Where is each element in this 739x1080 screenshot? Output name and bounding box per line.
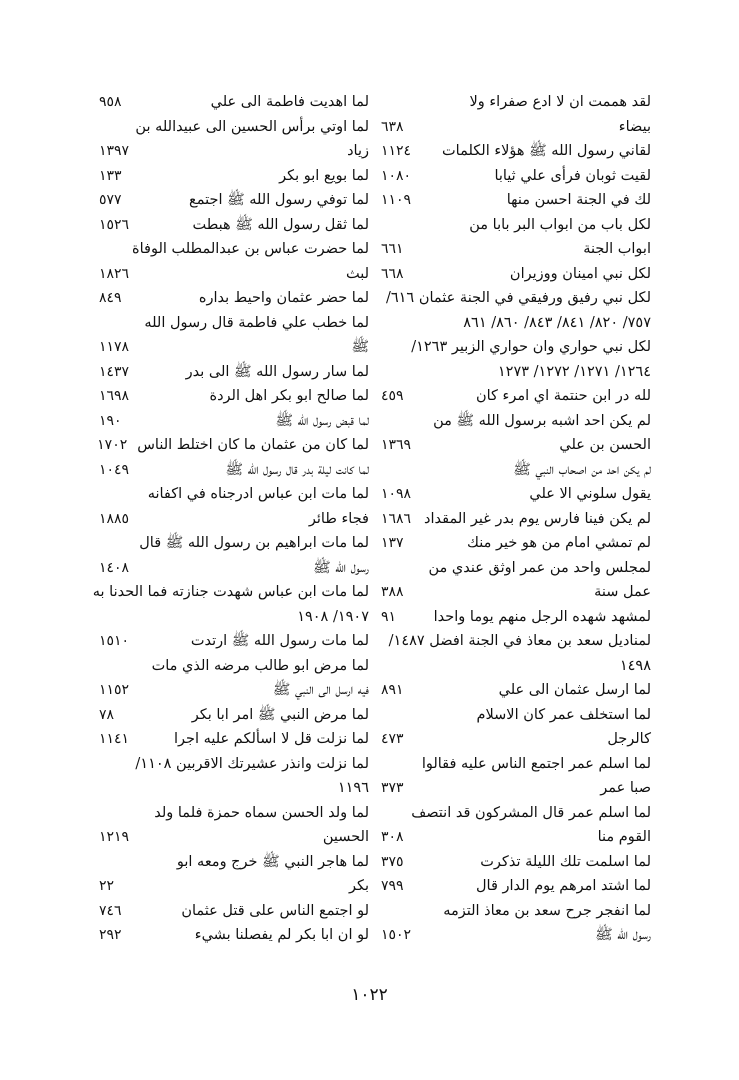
index-entry xyxy=(99,850,369,875)
entry-page-ref: ٢٢ xyxy=(99,878,115,894)
entry-text: لما نزلت قل لا اسألكم عليه اجرا xyxy=(173,731,369,747)
index-entry xyxy=(381,90,651,115)
entry-text: لما هاجر النبي ﷺ خرج ومعه ابو xyxy=(176,853,369,870)
entry-text: لما اهديت فاطمة الى علي xyxy=(210,94,369,110)
index-entry xyxy=(381,360,651,385)
entry-text: لله در ابن حنتمة اي امرء كان xyxy=(475,388,651,404)
entry-text: ١٤٩٨ xyxy=(619,657,651,674)
entry-text: لما مات ابن عباس شهدت جنازته فما الحدنا به xyxy=(92,584,369,600)
entry-text: لقيت ثوبان فرأى علي ثيابا xyxy=(494,167,651,184)
index-entry xyxy=(99,825,369,850)
entry-page-ref: ١٩٠ xyxy=(99,412,122,429)
index-entry xyxy=(381,850,651,875)
entry-page-ref: ٦٦٨ xyxy=(381,265,404,282)
entry-text: لما اسلم عمر اجتمع الناس عليه فقالوا xyxy=(421,755,651,772)
entry-text: لمشهد شهده الرجل منهم يوما واحدا xyxy=(433,608,651,625)
index-entry xyxy=(381,262,651,287)
entry-page-ref: ٢٩٢ xyxy=(99,927,122,943)
index-entry xyxy=(99,360,369,385)
entry-page-ref: ٧٤٦ xyxy=(99,902,122,919)
entry-text: لما استخلف عمر كان الاسلام xyxy=(476,706,651,723)
entry-text: لما مرض النبي ﷺ امر ابا بكر xyxy=(191,706,369,723)
index-entry xyxy=(99,703,369,728)
entry-page-ref: ١٣٧ xyxy=(381,535,404,551)
entry-page-ref: ١٧٠٢ xyxy=(97,437,128,453)
index-entry xyxy=(99,678,369,703)
index-entry xyxy=(99,213,369,238)
index-entry xyxy=(99,605,369,630)
index-entry xyxy=(99,433,369,458)
entry-text: لم يكن احد من اصحاب النبي ﷺ xyxy=(513,461,651,478)
page-number: ١٠٢٢ xyxy=(351,985,388,1005)
index-entry xyxy=(92,580,369,605)
index-entry xyxy=(99,286,369,311)
entry-page-ref: ١٨٢٦ xyxy=(99,265,130,282)
entry-text: ١٩٠٧/ ١٩٠٨ xyxy=(297,608,369,625)
entry-page-ref: ١٤٠٨ xyxy=(99,559,130,576)
entry-text: لما كان من عثمان ما كان اختلط الناس xyxy=(137,437,369,453)
entry-text: صبا عمر xyxy=(600,780,651,796)
entry-page-ref: ١١٤١ xyxy=(99,731,130,747)
index-column-right xyxy=(381,90,651,948)
index-entry xyxy=(99,556,369,581)
entry-text: لم يكن فينا فارس يوم بدر غير المقداد xyxy=(424,510,651,527)
index-entry xyxy=(99,801,369,826)
index-entry xyxy=(381,629,651,654)
entry-page-ref: ١١٢٤ xyxy=(381,143,412,159)
entry-text: الحسين xyxy=(322,829,369,845)
entry-text: لما اشتد امرهم يوم الدار قال xyxy=(476,878,651,894)
entry-text: لم تمشي امام من هو خير منك xyxy=(467,535,651,551)
entry-text: لما اسلمت تلك الليلة تذكرت xyxy=(480,853,651,870)
index-entry xyxy=(381,874,651,899)
entry-text: لما كانت ليلة بدر قال رسول الله ﷺ xyxy=(225,461,369,478)
index-entry xyxy=(99,654,369,679)
entry-page-ref: ٨٩١ xyxy=(381,682,404,698)
entry-page-ref: ٧٩٩ xyxy=(381,878,404,894)
entry-text: ﷺ xyxy=(351,339,369,355)
entry-page-ref: ١٣٦٩ xyxy=(381,437,412,453)
index-entry xyxy=(381,409,651,434)
entry-text: الحسن بن علي xyxy=(559,437,651,453)
entry-page-ref: ١٥١٠ xyxy=(99,633,130,649)
entry-page-ref: ١٥٢٦ xyxy=(99,216,130,233)
entry-text: لما بويع ابو بكر xyxy=(279,167,369,184)
entry-text: لكل نبي حواري وان حواري الزبير ١٢٦٣/ xyxy=(411,339,651,355)
entry-text: لما مات رسول الله ﷺ ارتدت xyxy=(190,633,369,649)
entry-page-ref: ١٦٨٦ xyxy=(381,510,412,527)
index-entry xyxy=(381,188,651,213)
entry-page-ref: ١٦٩٨ xyxy=(99,388,130,404)
index-entry xyxy=(381,752,651,777)
entry-page-ref: ١٣٣ xyxy=(99,167,122,184)
entry-text: لكل نبي رفيق ورفيقي في الجنة عثمان ٦١٦/ xyxy=(385,290,651,306)
index-entry xyxy=(381,531,651,556)
index-entry xyxy=(381,507,651,532)
entry-page-ref: ٣٧٥ xyxy=(381,853,404,870)
entry-text: لكل باب من ابواب البر بابا من xyxy=(469,216,651,233)
index-entry xyxy=(99,115,369,140)
index-entry xyxy=(381,899,651,924)
entry-text: ٧٥٧/ ٨٢٠/ ٨٤١/ ٨٤٣/ ٨٦٠/ ٨٦١ xyxy=(463,314,651,331)
index-entry xyxy=(99,237,369,262)
entry-text: لما نزلت وانذر عشيرتك الاقربين ١١٠٨/ xyxy=(135,755,369,772)
index-entry xyxy=(381,433,651,458)
entry-page-ref: ١٥٠٢ xyxy=(381,927,412,943)
index-entry xyxy=(381,605,651,630)
index-entry xyxy=(99,874,369,899)
entry-text: لقد هممت ان لا ادع صفراء ولا xyxy=(469,94,651,110)
entry-text: لو اجتمع الناس على قتل عثمان xyxy=(181,902,369,919)
index-entry xyxy=(381,311,651,336)
entry-text: لما توفي رسول الله ﷺ اجتمع xyxy=(189,192,369,208)
entry-text: لما حضرت عباس بن عبدالمطلب الوفاة xyxy=(132,241,369,257)
index-entry xyxy=(381,703,651,728)
index-entry xyxy=(381,213,651,238)
index-entry xyxy=(99,164,369,189)
entry-text: لما اوتي برأس الحسين الى عبيدالله بن xyxy=(135,118,369,135)
entry-text: لما ولد الحسن سماه حمزة فلما ولد xyxy=(154,804,369,821)
entry-page-ref: ١٤٣٧ xyxy=(99,363,130,380)
entry-page-ref: ٦٦١ xyxy=(381,241,404,257)
index-entry xyxy=(381,654,651,679)
index-entry xyxy=(99,311,369,336)
entry-text: لو ان ابا بكر لم يفصلنا بشيء xyxy=(194,927,369,943)
index-entry xyxy=(99,90,369,115)
entry-page-ref: ١٢١٩ xyxy=(99,829,130,845)
index-entry xyxy=(99,335,369,360)
entry-text: لما سار رسول الله ﷺ الى بدر xyxy=(185,363,369,380)
entry-text: بكر xyxy=(348,878,369,894)
entry-page-ref: ١٣٩٧ xyxy=(99,143,130,159)
index-entry xyxy=(99,384,369,409)
entry-page-ref: ١٨٨٥ xyxy=(99,510,130,527)
entry-text: ابواب الجنة xyxy=(583,241,651,257)
entry-text: زياد xyxy=(347,143,369,159)
entry-text: عمل سنة xyxy=(594,584,651,600)
entry-text: لما ثقل رسول الله ﷺ هبطت xyxy=(192,216,369,233)
entry-page-ref: ٣٨٨ xyxy=(381,584,404,600)
entry-page-ref: ١١٧٨ xyxy=(99,339,130,355)
entry-text: القوم منا xyxy=(597,829,651,845)
entry-text: لما اسلم عمر قال المشركون قد انتصف xyxy=(411,804,651,821)
entry-text: ١٢٦٤/ ١٢٧١/ ١٢٧٢/ ١٢٧٣ xyxy=(497,363,651,380)
index-entry xyxy=(381,556,651,581)
entry-text: لمناديل سعد بن معاذ في الجنة افضل ١٤٨٧/ xyxy=(388,633,651,649)
entry-text: فيه ارسل الى النبي ﷺ xyxy=(272,682,369,698)
index-entry xyxy=(99,899,369,924)
entry-text: لما انفجر جرح سعد بن معاذ التزمه xyxy=(443,902,651,919)
entry-page-ref: ٣٧٣ xyxy=(381,780,404,796)
index-entry xyxy=(99,188,369,213)
index-entry xyxy=(381,678,651,703)
index-entry xyxy=(381,923,651,948)
index-entry xyxy=(99,139,369,164)
entry-page-ref: ٤٧٣ xyxy=(381,731,404,747)
entry-page-ref: ١٠٤٩ xyxy=(99,461,130,478)
entry-text: لما قبض رسول الله ﷺ xyxy=(275,412,369,429)
entry-page-ref: ٩٥٨ xyxy=(99,94,122,110)
entry-text: لما حضر عثمان واحيط بداره xyxy=(198,290,369,306)
entry-page-ref: ٩١ xyxy=(381,608,397,625)
entry-text: فجاء طائر xyxy=(308,510,369,527)
index-entry xyxy=(381,825,651,850)
entry-text: رسول الله ﷺ xyxy=(313,559,369,576)
entry-text: لما مات ابن عباس ادرجناه في اكفانه xyxy=(147,486,369,502)
entry-text: رسول الله ﷺ xyxy=(595,927,651,943)
entry-page-ref: ١٠٩٨ xyxy=(381,486,412,502)
index-entry xyxy=(99,629,369,654)
entry-text: لما صالح ابو بكر اهل الردة xyxy=(209,388,369,404)
index-entry xyxy=(99,262,369,287)
entry-text: لما مات ابراهيم بن رسول الله ﷺ قال xyxy=(139,535,369,551)
entry-text: يقول سلوني الا علي xyxy=(529,486,651,502)
index-entry xyxy=(381,139,651,164)
index-entry xyxy=(99,409,369,434)
index-entry xyxy=(381,384,651,409)
entry-text: لبث xyxy=(345,265,369,282)
index-entry xyxy=(381,115,651,140)
index-entry xyxy=(99,727,369,752)
index-entry xyxy=(381,458,651,483)
index-entry xyxy=(99,752,369,777)
index-entry xyxy=(381,335,651,360)
entry-page-ref: ١٠٨٠ xyxy=(381,167,412,184)
index-entry xyxy=(381,776,651,801)
entry-page-ref: ٧٨ xyxy=(99,706,115,723)
index-entry xyxy=(99,923,369,948)
entry-text: لما مرض ابو طالب مرضه الذي مات xyxy=(151,657,369,674)
entry-text: كالرجل xyxy=(607,731,651,747)
entry-page-ref: ٣٠٨ xyxy=(381,829,404,845)
entry-text: لم يكن احد اشبه برسول الله ﷺ من xyxy=(433,412,651,429)
index-entry xyxy=(381,727,651,752)
entry-page-ref: ٨٤٩ xyxy=(99,290,122,306)
entry-text: لكل نبي امينان ووزيران xyxy=(509,265,651,282)
index-entry xyxy=(381,482,651,507)
index-entry xyxy=(99,458,369,483)
entry-text: لما ارسل عثمان الى علي xyxy=(498,682,651,698)
entry-text: لك في الجنة احسن منها xyxy=(506,192,651,208)
entry-text: لمجلس واحد من عمر اوثق عندي من xyxy=(428,559,651,576)
index-entry xyxy=(381,286,651,311)
entry-page-ref: ٤٥٩ xyxy=(381,388,404,404)
entry-page-ref: ٥٧٧ xyxy=(99,192,122,208)
index-entry xyxy=(381,801,651,826)
entry-text: لقاني رسول الله ﷺ هؤلاء الكلمات xyxy=(442,143,651,159)
entry-text: لما خطب علي فاطمة قال رسول الله xyxy=(144,314,369,331)
entry-text: بيضاء xyxy=(618,118,651,135)
index-entry xyxy=(381,237,651,262)
index-entry xyxy=(99,507,369,532)
index-entry xyxy=(99,776,369,801)
index-entry xyxy=(99,531,369,556)
index-column-left xyxy=(92,90,369,948)
entry-page-ref: ٦٣٨ xyxy=(381,118,404,135)
index-entry xyxy=(99,482,369,507)
index-entry xyxy=(381,580,651,605)
entry-page-ref: ١١٠٩ xyxy=(381,192,412,208)
entry-text: ١١٩٦ xyxy=(337,780,369,796)
entry-page-ref: ١١٥٢ xyxy=(99,682,130,698)
index-entry xyxy=(381,164,651,189)
